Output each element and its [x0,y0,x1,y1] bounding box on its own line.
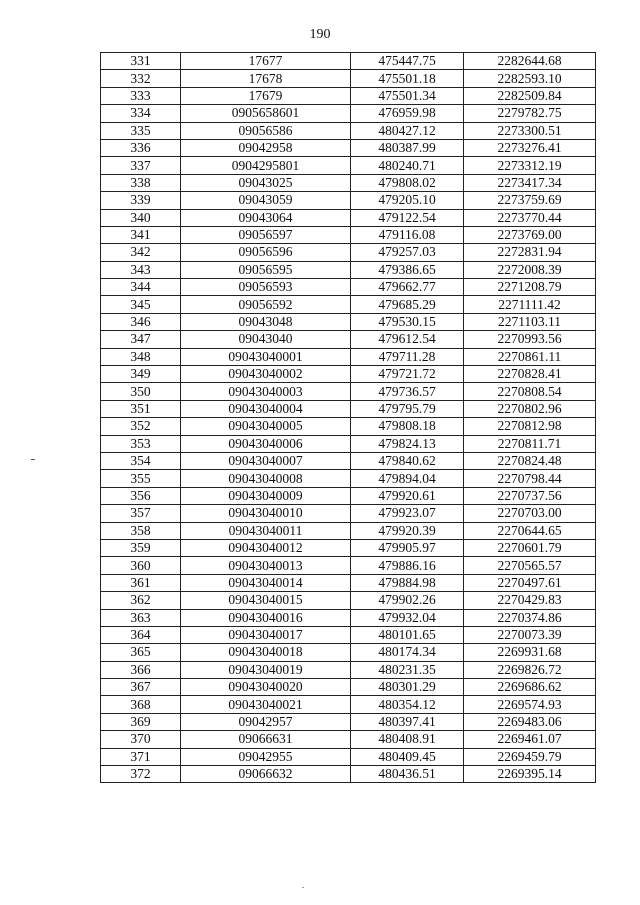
point-id-cell: 0905658601 [181,105,351,122]
point-id-cell: 09042958 [181,139,351,156]
y-coordinate-cell: 2271111.42 [464,296,596,313]
x-coordinate-cell: 479257.03 [351,244,464,261]
row-index-cell: 365 [101,644,181,661]
y-coordinate-cell: 2273300.51 [464,122,596,139]
table-row [101,174,596,191]
point-id-cell: 09043040013 [181,557,351,574]
row-index-cell: 372 [101,766,181,783]
y-coordinate-cell: 2270565.57 [464,557,596,574]
table-row [101,331,596,348]
table-row [101,192,596,209]
point-id-cell: 09043064 [181,209,351,226]
row-index-cell: 342 [101,244,181,261]
point-id-cell: 09043040021 [181,696,351,713]
row-index-cell: 366 [101,661,181,678]
row-index-cell: 344 [101,279,181,296]
point-id-cell: 0904295801 [181,157,351,174]
table-row [101,522,596,539]
x-coordinate-cell: 479711.28 [351,348,464,365]
point-id-cell: 09043040015 [181,592,351,609]
y-coordinate-cell: 2273312.19 [464,157,596,174]
table-row [101,452,596,469]
row-index-cell: 358 [101,522,181,539]
x-coordinate-cell: 479923.07 [351,505,464,522]
point-id-cell: 09043040001 [181,348,351,365]
x-coordinate-cell: 480397.41 [351,713,464,730]
point-id-cell: 09043040007 [181,452,351,469]
row-index-cell: 364 [101,626,181,643]
x-coordinate-cell: 480240.71 [351,157,464,174]
point-id-cell: 09043040012 [181,539,351,556]
footer-mark [302,887,304,888]
table-row [101,418,596,435]
y-coordinate-cell: 2270828.41 [464,366,596,383]
row-index-cell: 360 [101,557,181,574]
row-index-cell: 354 [101,452,181,469]
y-coordinate-cell: 2270861.11 [464,348,596,365]
point-id-cell: 17677 [181,53,351,70]
y-coordinate-cell: 2270798.44 [464,470,596,487]
x-coordinate-cell: 479612.54 [351,331,464,348]
y-coordinate-cell: 2273769.00 [464,226,596,243]
table-row [101,53,596,70]
point-id-cell: 09043025 [181,174,351,191]
row-index-cell: 350 [101,383,181,400]
table-row [101,592,596,609]
table-row [101,609,596,626]
row-index-cell: 361 [101,574,181,591]
x-coordinate-cell: 480231.35 [351,661,464,678]
row-index-cell: 345 [101,296,181,313]
row-index-cell: 352 [101,418,181,435]
y-coordinate-cell: 2269826.72 [464,661,596,678]
table-row [101,279,596,296]
table-row [101,226,596,243]
row-index-cell: 356 [101,487,181,504]
point-id-cell: 17678 [181,70,351,87]
x-coordinate-cell: 479902.26 [351,592,464,609]
row-index-cell: 367 [101,679,181,696]
x-coordinate-cell: 480427.12 [351,122,464,139]
x-coordinate-cell: 479894.04 [351,470,464,487]
y-coordinate-cell: 2269461.07 [464,731,596,748]
row-index-cell: 332 [101,70,181,87]
row-index-cell: 334 [101,105,181,122]
y-coordinate-cell: 2270497.61 [464,574,596,591]
table-row [101,139,596,156]
x-coordinate-cell: 479920.39 [351,522,464,539]
x-coordinate-cell: 480409.45 [351,748,464,765]
table-row [101,626,596,643]
point-id-cell: 09043040017 [181,626,351,643]
table-row [101,470,596,487]
row-index-cell: 351 [101,400,181,417]
point-id-cell: 09043040 [181,331,351,348]
point-id-cell: 09043048 [181,313,351,330]
point-id-cell: 09066632 [181,766,351,783]
table-row [101,400,596,417]
y-coordinate-cell: 2269686.62 [464,679,596,696]
y-coordinate-cell: 2269574.93 [464,696,596,713]
table-row [101,696,596,713]
y-coordinate-cell: 2271208.79 [464,279,596,296]
row-index-cell: 339 [101,192,181,209]
x-coordinate-cell: 479122.54 [351,209,464,226]
row-index-cell: 343 [101,261,181,278]
y-coordinate-cell: 2270601.79 [464,539,596,556]
point-id-cell: 09056593 [181,279,351,296]
point-id-cell: 09043040002 [181,366,351,383]
table-row [101,644,596,661]
table-row [101,105,596,122]
table-row [101,87,596,104]
point-id-cell: 09056586 [181,122,351,139]
table-row [101,748,596,765]
row-index-cell: 336 [101,139,181,156]
x-coordinate-cell: 479721.72 [351,366,464,383]
y-coordinate-cell: 2270802.96 [464,400,596,417]
row-index-cell: 357 [101,505,181,522]
point-id-cell: 09043040018 [181,644,351,661]
y-coordinate-cell: 2282509.84 [464,87,596,104]
row-index-cell: 355 [101,470,181,487]
y-coordinate-cell: 2270993.56 [464,331,596,348]
x-coordinate-cell: 479386.65 [351,261,464,278]
y-coordinate-cell: 2270374.86 [464,609,596,626]
y-coordinate-cell: 2270703.00 [464,505,596,522]
table-row [101,574,596,591]
table-row [101,157,596,174]
x-coordinate-cell: 479808.18 [351,418,464,435]
y-coordinate-cell: 2270429.83 [464,592,596,609]
y-coordinate-cell: 2272831.94 [464,244,596,261]
x-coordinate-cell: 479116.08 [351,226,464,243]
y-coordinate-cell: 2270824.48 [464,452,596,469]
point-id-cell: 09043040004 [181,400,351,417]
row-index-cell: 371 [101,748,181,765]
table-row [101,70,596,87]
y-coordinate-cell: 2273770.44 [464,209,596,226]
y-coordinate-cell: 2279782.75 [464,105,596,122]
point-id-cell: 09056597 [181,226,351,243]
x-coordinate-cell: 475501.18 [351,70,464,87]
coordinates-table-body [101,53,596,783]
table-row [101,209,596,226]
x-coordinate-cell: 479840.62 [351,452,464,469]
table-row [101,244,596,261]
x-coordinate-cell: 479824.13 [351,435,464,452]
y-coordinate-cell: 2270737.56 [464,487,596,504]
point-id-cell: 09056596 [181,244,351,261]
point-id-cell: 09043040011 [181,522,351,539]
x-coordinate-cell: 480301.29 [351,679,464,696]
y-coordinate-cell: 2273276.41 [464,139,596,156]
row-index-cell: 341 [101,226,181,243]
point-id-cell: 09042957 [181,713,351,730]
point-id-cell: 09043040020 [181,679,351,696]
row-index-cell: 331 [101,53,181,70]
point-id-cell: 09043040016 [181,609,351,626]
point-id-cell: 09043040003 [181,383,351,400]
row-index-cell: 346 [101,313,181,330]
x-coordinate-cell: 479205.10 [351,192,464,209]
row-index-cell: 337 [101,157,181,174]
x-coordinate-cell: 480101.65 [351,626,464,643]
point-id-cell: 09043040010 [181,505,351,522]
row-index-cell: 362 [101,592,181,609]
row-index-cell: 349 [101,366,181,383]
table-row [101,713,596,730]
x-coordinate-cell: 479685.29 [351,296,464,313]
point-id-cell: 09043059 [181,192,351,209]
point-id-cell: 17679 [181,87,351,104]
y-coordinate-cell: 2269395.14 [464,766,596,783]
row-index-cell: 369 [101,713,181,730]
row-index-cell: 338 [101,174,181,191]
point-id-cell: 09043040005 [181,418,351,435]
point-id-cell: 09043040009 [181,487,351,504]
x-coordinate-cell: 479795.79 [351,400,464,417]
page-number: 190 [309,27,331,42]
row-index-cell: 347 [101,331,181,348]
row-index-cell: 363 [101,609,181,626]
x-coordinate-cell: 480387.99 [351,139,464,156]
x-coordinate-cell: 479736.57 [351,383,464,400]
x-coordinate-cell: 479886.16 [351,557,464,574]
y-coordinate-cell: 2273759.69 [464,192,596,209]
table-row [101,557,596,574]
x-coordinate-cell: 480174.34 [351,644,464,661]
row-index-cell: 370 [101,731,181,748]
x-coordinate-cell: 475501.34 [351,87,464,104]
table-row [101,383,596,400]
y-coordinate-cell: 2273417.34 [464,174,596,191]
table-row [101,366,596,383]
y-coordinate-cell: 2270812.98 [464,418,596,435]
x-coordinate-cell: 479932.04 [351,609,464,626]
x-coordinate-cell: 479905.97 [351,539,464,556]
y-coordinate-cell: 2282644.68 [464,53,596,70]
table-row [101,505,596,522]
point-id-cell: 09043040014 [181,574,351,591]
y-coordinate-cell: 2282593.10 [464,70,596,87]
row-index-cell: 359 [101,539,181,556]
row-index-cell: 368 [101,696,181,713]
point-id-cell: 09043040008 [181,470,351,487]
table-row [101,296,596,313]
point-id-cell: 09056592 [181,296,351,313]
y-coordinate-cell: 2270644.65 [464,522,596,539]
y-coordinate-cell: 2270808.54 [464,383,596,400]
x-coordinate-cell: 480436.51 [351,766,464,783]
point-id-cell: 09066631 [181,731,351,748]
row-index-cell: 348 [101,348,181,365]
y-coordinate-cell: 2270811.71 [464,435,596,452]
margin-mark [31,459,35,460]
coordinates-table [100,52,596,783]
table-row [101,539,596,556]
table-row [101,122,596,139]
row-index-cell: 340 [101,209,181,226]
y-coordinate-cell: 2270073.39 [464,626,596,643]
x-coordinate-cell: 479808.02 [351,174,464,191]
row-index-cell: 333 [101,87,181,104]
y-coordinate-cell: 2269483.06 [464,713,596,730]
x-coordinate-cell: 479530.15 [351,313,464,330]
table-row [101,661,596,678]
table-row [101,435,596,452]
table-row [101,679,596,696]
y-coordinate-cell: 2269459.79 [464,748,596,765]
x-coordinate-cell: 480354.12 [351,696,464,713]
x-coordinate-cell: 476959.98 [351,105,464,122]
table-row [101,313,596,330]
x-coordinate-cell: 479884.98 [351,574,464,591]
table-row [101,261,596,278]
point-id-cell: 09043040006 [181,435,351,452]
table-row [101,766,596,783]
row-index-cell: 353 [101,435,181,452]
point-id-cell: 09042955 [181,748,351,765]
table-row [101,487,596,504]
x-coordinate-cell: 475447.75 [351,53,464,70]
x-coordinate-cell: 479920.61 [351,487,464,504]
y-coordinate-cell: 2269931.68 [464,644,596,661]
table-row [101,348,596,365]
point-id-cell: 09043040019 [181,661,351,678]
y-coordinate-cell: 2271103.11 [464,313,596,330]
table-row [101,731,596,748]
x-coordinate-cell: 479662.77 [351,279,464,296]
row-index-cell: 335 [101,122,181,139]
x-coordinate-cell: 480408.91 [351,731,464,748]
y-coordinate-cell: 2272008.39 [464,261,596,278]
point-id-cell: 09056595 [181,261,351,278]
